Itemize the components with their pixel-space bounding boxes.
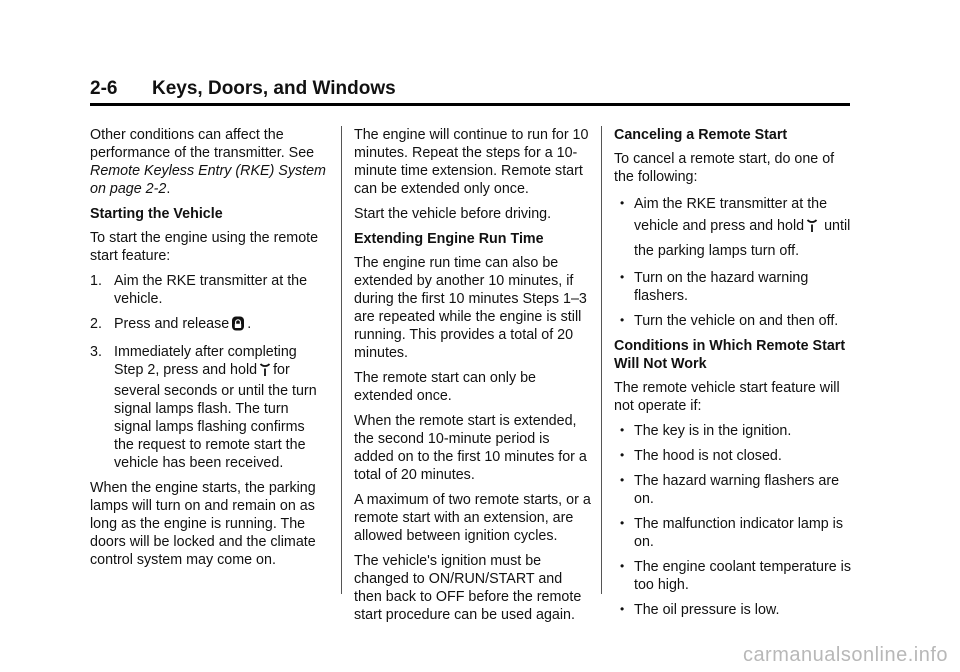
step-number: 3. xyxy=(90,344,102,360)
watermark: carmanualsonline.info xyxy=(742,644,948,666)
conditions-heading: Conditions in Which Remote Start Will Not Work xyxy=(614,338,846,372)
bullet: • xyxy=(620,559,625,573)
max-starts-paragraph: A maximum of two remote starts, or a remote start with an extension, are allowed between ignition cycles. xyxy=(354,492,591,544)
condition-text: The malfunction indicator lamp is on. xyxy=(634,516,843,550)
cancel-item-text-end: until the parking lamps turn off. xyxy=(634,218,851,259)
rke-reference: Remote Keyless Entry (RKE) System on page 2-2 xyxy=(90,163,326,197)
extended-period-paragraph: When the remote start is extended, the second 10-minute period is added on to the first 10 minutes for a total of 20 minutes. xyxy=(354,413,587,483)
bullet: • xyxy=(620,423,625,437)
column-1 xyxy=(90,126,328,576)
start-steps xyxy=(90,272,328,472)
bullet: • xyxy=(620,313,625,327)
cancel-list xyxy=(614,193,852,330)
column-divider-2 xyxy=(601,126,602,594)
bullet: • xyxy=(620,516,625,530)
condition-item xyxy=(614,422,852,440)
cancel-item-text: Turn on the hazard warning flashers. xyxy=(634,270,809,304)
step-text: Press and release xyxy=(114,316,230,332)
lock-icon xyxy=(231,316,245,336)
condition-item xyxy=(614,515,852,551)
extend-once-paragraph: The remote start can only be extended once. xyxy=(354,370,536,404)
page-header xyxy=(90,80,850,104)
step-number: 1. xyxy=(90,273,102,289)
drive-advice: Start the vehicle before driving. xyxy=(354,206,552,222)
condition-item xyxy=(614,472,852,508)
bullet: • xyxy=(620,270,625,284)
cancel-text: To cancel a remote start, do one of the following: xyxy=(614,151,835,185)
remote-start-icon xyxy=(806,218,818,240)
cancel-item-text: Turn the vehicle on and then off. xyxy=(634,313,839,329)
bullet: • xyxy=(620,602,625,616)
header-rule xyxy=(90,103,850,106)
step-text-end: for several seconds or until the turn signal lamps flash. The turn signal lamps flashing confirms the request to remote start the vehicle has been received. xyxy=(114,362,317,471)
starting-text: To start the engine using the remote start feature: xyxy=(90,230,319,264)
bullet: • xyxy=(620,473,625,487)
column-divider-1 xyxy=(341,126,342,594)
conditions-list xyxy=(614,422,852,619)
step-3 xyxy=(90,343,328,472)
extending-heading: Extending Engine Run Time xyxy=(354,231,544,247)
step-text: Immediately after completing Step 2, press and hold xyxy=(114,344,297,378)
cancel-heading: Canceling a Remote Start xyxy=(614,127,788,143)
condition-text: The oil pressure is low. xyxy=(634,602,780,618)
after-start-paragraph: When the engine starts, the parking lamps will turn on and remain on as long as the engine is running. The doors will be locked and the climate control system may come on. xyxy=(90,480,316,568)
bullet: • xyxy=(620,196,625,210)
starting-heading: Starting the Vehicle xyxy=(90,206,223,222)
condition-text: The key is in the ignition. xyxy=(634,423,792,439)
condition-item xyxy=(614,558,852,594)
step-number: 2. xyxy=(90,316,102,332)
cancel-item-text: Aim the RKE transmitter at the vehicle and press and hold xyxy=(634,196,828,234)
ignition-cycle-paragraph: The vehicle's ignition must be changed to ON/RUN/START and then back to OFF before the remote start procedure can be used again. xyxy=(354,553,582,623)
step-2 xyxy=(90,315,328,336)
condition-item xyxy=(614,601,852,619)
remote-start-icon xyxy=(259,362,271,382)
column-2 xyxy=(354,126,592,631)
condition-text: The engine coolant temperature is too high. xyxy=(634,559,851,593)
cancel-item xyxy=(614,312,852,330)
column-3 xyxy=(614,126,852,626)
page-number: 2-6 xyxy=(90,78,118,99)
condition-text: The hazard warning flashers are on. xyxy=(634,473,840,507)
extending-paragraph: The engine run time can also be extended by another 10 minutes, if during the first 10 minutes Steps 1–3 are repeated while the engine is still running. This provides a total of 20 minutes. xyxy=(354,255,587,361)
cancel-item xyxy=(614,269,852,305)
intro-text: Other conditions can affect the performance of the transmitter. See xyxy=(90,127,315,161)
intro-end: . xyxy=(166,181,171,197)
step-text-end: . xyxy=(247,316,252,332)
condition-text: The hood is not closed. xyxy=(634,448,782,464)
section-title: Keys, Doors, and Windows xyxy=(152,78,396,99)
intro-paragraph xyxy=(90,126,328,198)
bullet: • xyxy=(620,448,625,462)
run-time-paragraph: The engine will continue to run for 10 minutes. Repeat the steps for a 10-minute time extension. Remote start can be extended only once. xyxy=(354,127,589,197)
conditions-text: The remote vehicle start feature will not operate if: xyxy=(614,380,840,414)
step-1 xyxy=(90,272,328,308)
cancel-item xyxy=(614,193,852,262)
condition-item xyxy=(614,447,852,465)
step-text: Aim the RKE transmitter at the vehicle. xyxy=(114,273,308,307)
